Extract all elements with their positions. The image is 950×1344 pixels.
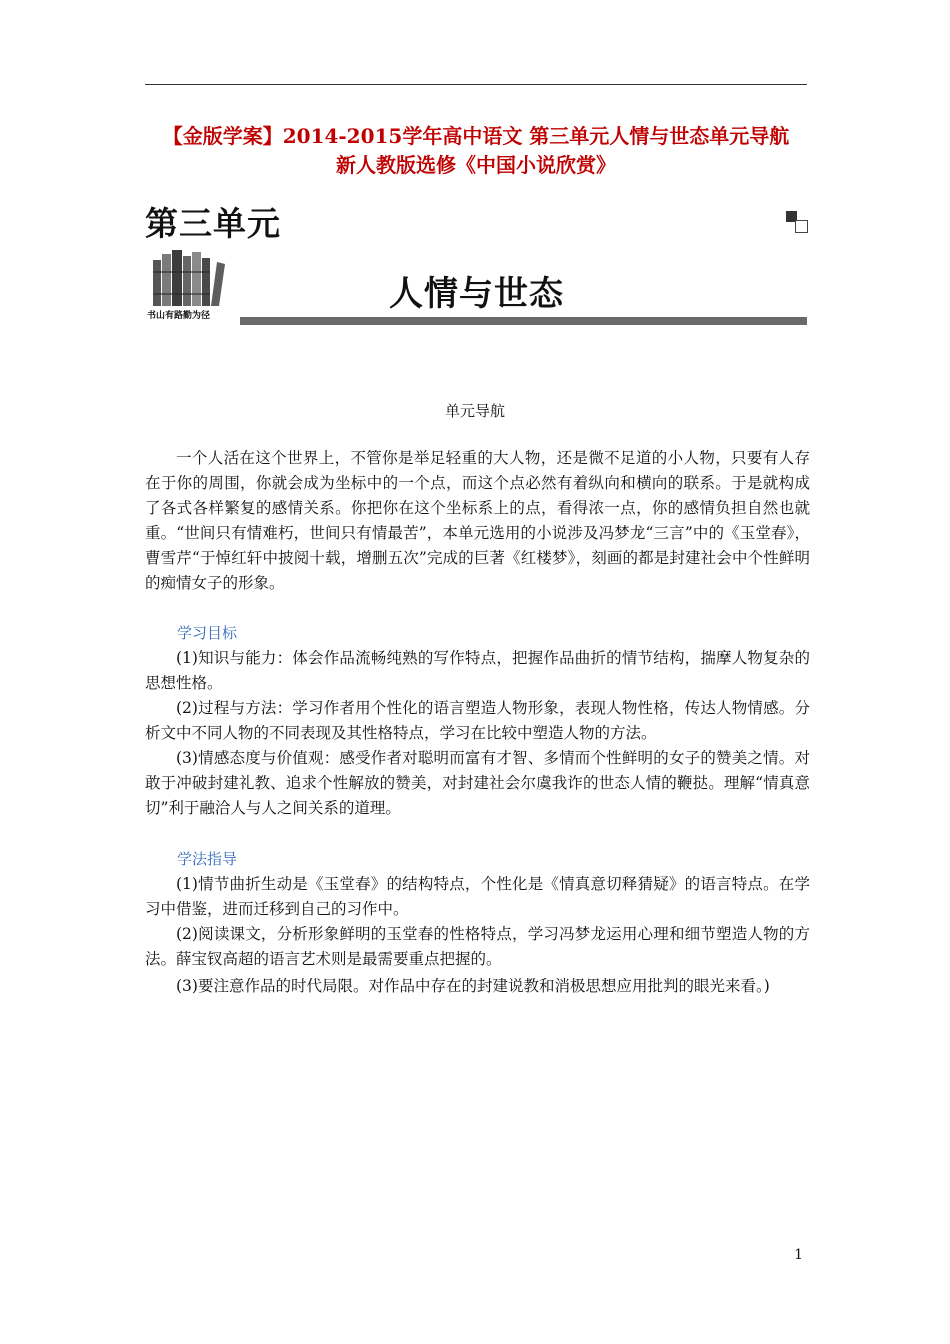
document-title-line-2: 新人教版选修《中国小说欣赏》 bbox=[336, 153, 616, 177]
goals-heading: 学习目标 bbox=[177, 624, 238, 642]
goal-item: (1)知识与能力：体会作品流畅纯熟的写作特点，把握作品曲折的情节结构，揣摩人物复杂的思想性格。 bbox=[145, 649, 810, 692]
header-rule bbox=[145, 84, 807, 85]
method-item: (2)阅读课文，分析形象鲜明的玉堂春的性格特点，学习冯梦龙运用心理和细节塑造人物的方法。薛宝钗高超的语言艺术则是最需要重点把握的。 bbox=[145, 925, 810, 968]
overlapping-squares-icon bbox=[786, 211, 810, 235]
page-number: 1 bbox=[794, 1247, 803, 1263]
banner-motto: 书山有路勤为径 bbox=[147, 311, 211, 321]
document-title-line-1: 【金版学案】2014-2015学年高中语文 第三单元人情与世态单元导航 bbox=[162, 124, 790, 148]
section-title-unit-nav: 单元导航 bbox=[444, 402, 505, 420]
document-title bbox=[120, 122, 832, 180]
unit-heading: 第三单元 bbox=[145, 204, 281, 243]
method-item: (3)要注意作品的时代局限。对作品中存在的封建说教和消极思想应用批判的眼光来看。) bbox=[176, 977, 770, 995]
goal-item: (3)情感态度与价值观：感受作者对聪明而富有才智、多情而个性鲜明的女子的赞美之情。对敢于冲破封建礼教、追求个性解放的赞美，对封建社会尔虞我诈的世态人情的鞭挞。理解“情真意切”利于融洽人与人之间关系的道理。 bbox=[145, 749, 810, 817]
books-image bbox=[151, 246, 229, 306]
goal-item: (2)过程与方法：学习作者用个性化的语言塑造人物形象，表现人物性格，传达人物情感。分析文中不同人物的不同表现及其性格特点，学习在比较中塑造人物的方法。 bbox=[145, 699, 810, 742]
intro-paragraph: 一个人活在这个世界上，不管你是举足轻重的大人物，还是微不足道的小人物，只要有人存在于你的周围，你就会成为坐标中的一个点，而这个点必然有着纵向和横向的联系。于是就构成了各式各样繁复的感情关系。你把你在这个坐标系上的点，看得浓一点，你的感情负担自然也就重。“世间只有情难朽，世间只有情最苦”，本单元选用的小说涉及冯梦龙“三言”中的《玉堂春》，曹雪芹“于悼红轩中披阅十载，增删五次”完成的巨著《红楼梦》，刻画的都是封建社会中个性鲜明的痴情女子的形象。 bbox=[145, 449, 810, 592]
methods-heading: 学法指导 bbox=[177, 850, 238, 868]
method-item: (1)情节曲折生动是《玉堂春》的结构特点，个性化是《情真意切释猜疑》的语言特点。在学习中借鉴，进而迁移到自己的习作中。 bbox=[145, 875, 810, 918]
unit-theme-title: 人情与世态 bbox=[389, 274, 564, 314]
banner-bar bbox=[240, 317, 807, 325]
unit-banner bbox=[145, 198, 809, 330]
